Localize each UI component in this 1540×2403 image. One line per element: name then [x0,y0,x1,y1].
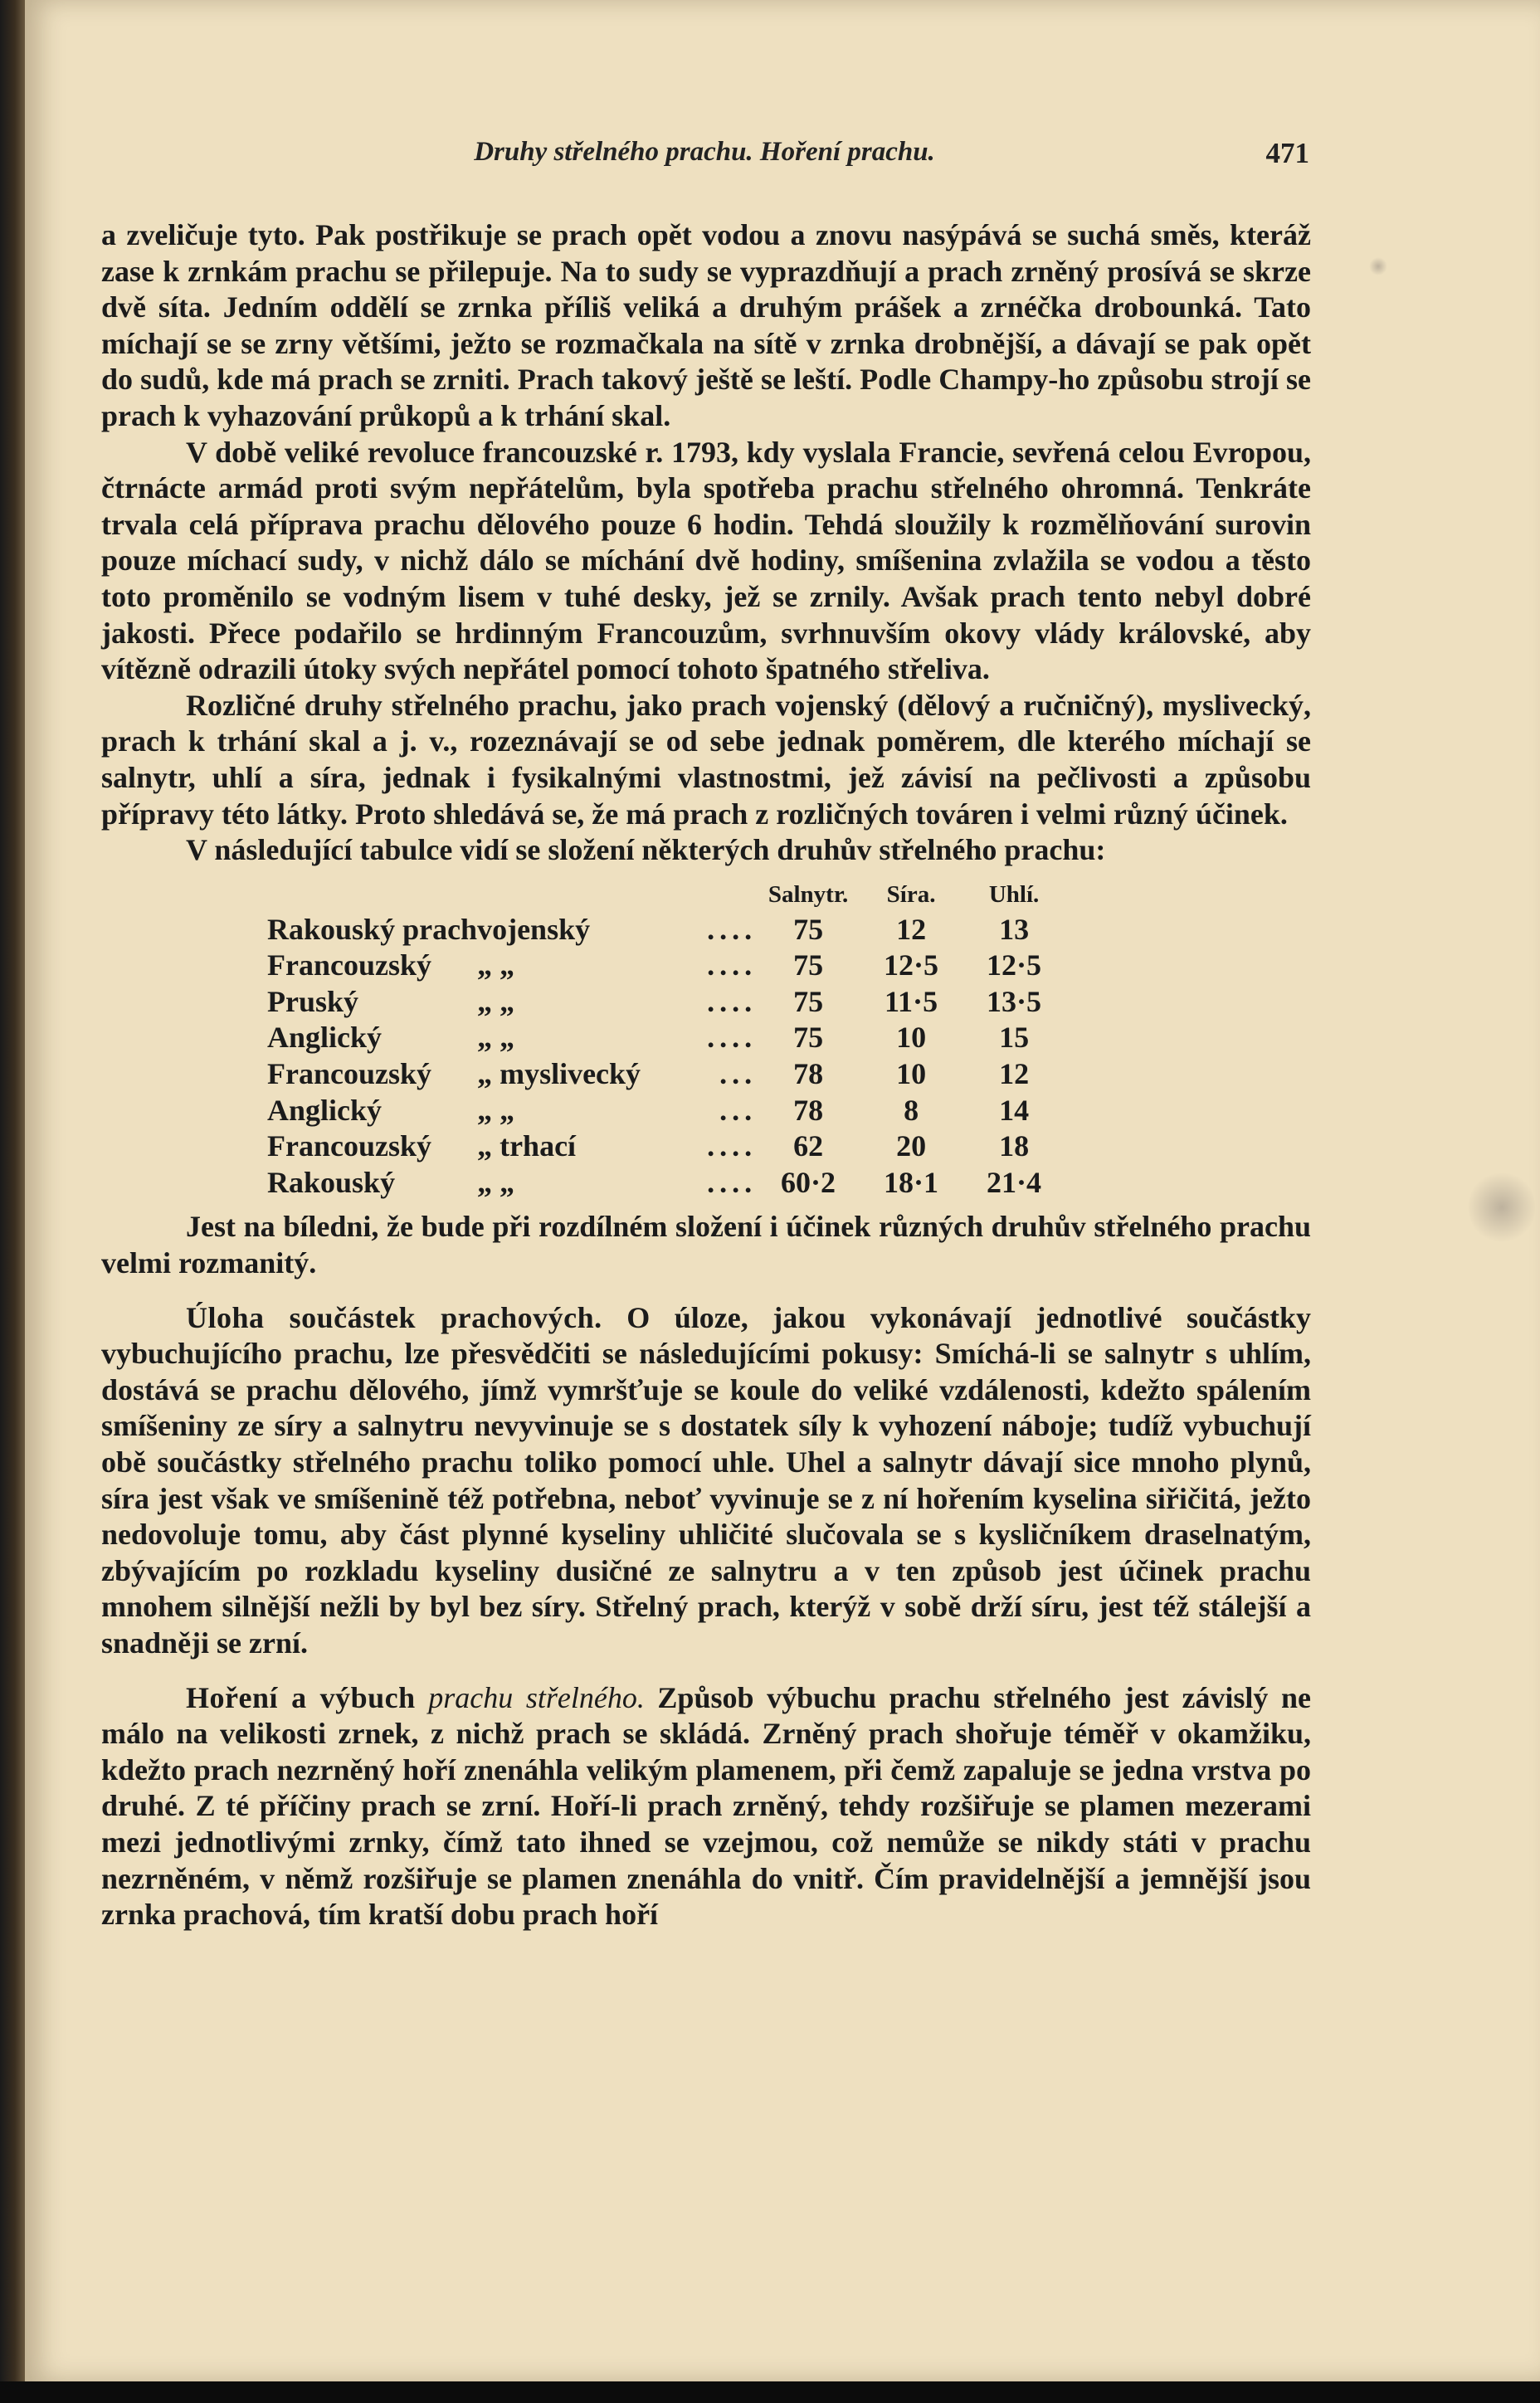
page-number: 471 [1265,137,1309,169]
cell-salnytr: 78 [793,1057,824,1091]
cell-powder-kind: „ „ [477,948,515,982]
cell-salnytr: 75 [793,948,824,982]
book-spine-shadow [0,0,25,2403]
cell-leader-dots: .... [707,1021,758,1055]
cell-powder-kind: vojenský [477,912,591,946]
cell-powder-name: Anglický [267,1021,383,1055]
cell-powder-kind: „ „ [477,1165,515,1199]
paragraph [101,1680,1311,1933]
cell-powder-kind: „ „ [477,984,515,1018]
section-runin-heading-italic: prachu střelného. [428,1680,645,1714]
cell-uhli: 18 [999,1129,1030,1163]
table-header-blank [267,880,757,912]
cell-powder-name: Pruský [267,984,359,1018]
running-title: Druhy střelného prachu. Hoření prachu. [474,137,935,167]
cell-uhli: 13 [999,912,1030,946]
cell-uhli: 12·5 [987,948,1042,982]
cell-sira: 18·1 [884,1165,939,1199]
column-header-salnytr: Salnytr. [768,880,849,908]
table-row [267,1020,1065,1056]
cell-uhli: 13·5 [987,984,1042,1018]
section-runin-heading: Hoření a výbuch [186,1680,416,1714]
cell-sira: 10 [896,1057,927,1091]
cell-sira: 12 [896,912,927,946]
table-row [267,948,1065,984]
page-header [100,137,1309,174]
cell-leader-dots: .... [707,948,758,982]
cell-powder-name: Rakouský prach [267,912,478,946]
cell-leader-dots: .... [707,1165,758,1199]
cell-sira: 12·5 [884,948,939,982]
cell-salnytr: 60·2 [781,1165,836,1199]
paragraph: a zveličuje tyto. Pak postřikuje se prach opět vodou a znovu nasýpává se suchá směs, kteráž zase k zrnkám prachu se přilepuje. Na to sudy se vyprazdňují a prach zrněný prosívá se skrze dvě síta. Jedním oddělí se zrnka příliš veliká a druhým prášek a zrnéčka drobounká. Tato míchají se se zrny většími, ježto se rozmačkala na sítě v zrnka drobnější, a dávají se pak opět do sudů, kde má prach se zrniti. Prach takový ještě se leští. Podle Champy-ho způsobu strojí se prach k vyhazování průkopů a k trhání skal. [101,218,1311,432]
cell-salnytr: 62 [793,1129,824,1163]
cell-sira: 11·5 [885,984,938,1018]
stain-mark [1469,1170,1535,1245]
cell-powder-name: Anglický [267,1093,383,1127]
table-row [267,1128,1065,1165]
cell-powder-kind: „ trhací [477,1129,577,1163]
table-row [267,1165,1065,1202]
paragraph: V následující tabulce vidí se složení některých druhův střelného prachu: [186,833,1106,867]
cell-salnytr: 75 [793,1021,824,1055]
column-header-uhli: Uhlí. [988,880,1040,908]
cell-sira: 10 [896,1021,927,1055]
table-row [267,1093,1065,1129]
cell-salnytr: 78 [793,1093,824,1127]
paragraph: Rozličné druhy střelného prachu, jako prach vojenský (dělový a ručničný), myslivecký, prach k trhání skal a j. v., rozeznávají se od sebe jednak poměrem, dle kterého míchají se salnytr, uhlí a síra, jednak i fysikalnými vlastnostmi, jež závisí na pečlivosti a způsobu přípravy této látky. Proto shledává se, že má prach z rozličných továren i velmi různý účinek. [101,688,1311,831]
table-header-row [267,880,1065,912]
cell-salnytr: 75 [793,912,824,946]
cell-uhli: 21·4 [987,1165,1042,1199]
cell-uhli: 12 [999,1057,1030,1091]
cell-powder-name: Rakouský [267,1165,396,1199]
table-row [267,912,1065,948]
paragraph: Jest na bíledni, že bude při rozdílném složení i účinek různých druhův střelného prachu velmi rozmanitý. [101,1210,1311,1280]
paragraph [101,1300,1311,1662]
cell-leader-dots: ... [719,1093,758,1127]
paragraph-text: O úloze, jakou vykonávají jednotlivé součástky vybuchujícího prachu, lze přesvědčiti se následujícími pokusy: Smíchá-li se salnytr s uhlím, dostává se prachu dělového, jímž vymršťuje se koule do veliké vzdálenosti, kdežto spálením smíšeniny ze síry a salnytru nevyvinuje se s dostatek síly k vyhození náboje; tudíž vybuchují obě součástky střelného prachu toliko pomocí uhle. Uhel a salnytr dávají sice mnoho plynů, síra jest však ve smíšenině též potřebna, neboť vyvinuje se z ní hořením kyselina siřičitá, ježto nedovoluje tomu, aby část plynné kyseliny uhličité slučovala se s kysličníkem draselnatým, zbývajícím po rozkladu kyseliny dusičné ze salnytru a v ten způsob jest účinek prachu mnohem silnější nežli by byl bez síry. Střelný prach, kterýž v sobě drží síru, jest též stálejší a snadněji se zrní. [101,1300,1312,1660]
paragraph: V době veliké revoluce francouzské r. 1793, kdy vyslala Francie, sevřená celou Evropou, čtrnácte armád proti svým nepřátelům, byla spotřeba prachu střelného ohromná. Tenkráte trvala celá příprava prachu dělového pouze 6 hodin. Tehdá sloužily k rozmělňování surovin pouze míchací sudy, v nichž dálo se míchání dvě hodiny, smíšenina zvlažila se vodou a těsto toto proměnilo se vodným lisem v tuhé desky, jež se zrnily. Avšak prach tento nebyl dobré jakosti. Přece podařilo se hrdinným Francouzům, svrhnuvším okovy vlády královské, aby vítězně odrazili útoky svých nepřátel pomocí tohoto špatného střeliva. [101,435,1311,686]
section-runin-heading: Úloha součástek prachových. [186,1300,602,1334]
cell-powder-kind: „ „ [477,1021,515,1055]
cell-sira: 20 [896,1129,927,1163]
cell-powder-name: Francouzský [267,1057,431,1091]
page-bottom-edge [0,2381,1540,2403]
composition-table [267,880,1065,1202]
cell-powder-kind: „ „ [477,1093,515,1127]
cell-leader-dots: ... [719,1057,758,1091]
stain-mark [1369,257,1387,275]
cell-uhli: 14 [999,1093,1030,1127]
cell-leader-dots: .... [707,912,758,946]
cell-leader-dots: .... [707,984,758,1018]
composition-table-wrapper [101,880,1311,1202]
cell-powder-name: Francouzský [267,948,431,982]
paragraph-text: Způsob výbuchu prachu střelného jest závislý ne málo na velikosti zrnek, z nichž prach se skládá. Zrněný prach shořuje téměř v okamžiku, kdežto prach nezrněný hoří znenáhla velikým plamenem, při čemž zapaluje se jedna vrstva po druhé. Z té příčiny prach se zrní. Hoří-li prach zrněný, tehdy rozšiřuje se plamen mezerami mezi jednotlivými zrnky, čímž tato ihned se vzejmou, což nemůže se nikdy státi v prachu nezrněném, v němž rozšiřuje se plamen znenáhla do vnitř. Čím pravidelnější a jemnější jsou zrnka prachová, tím kratší dobu prach hoří [101,1680,1312,1932]
cell-powder-kind: „ myslivecký [477,1057,641,1091]
table-row [267,1056,1065,1093]
body-text [101,217,1311,1933]
cell-uhli: 15 [999,1021,1030,1055]
cell-salnytr: 75 [793,984,824,1018]
cell-powder-name: Francouzský [267,1129,431,1163]
table-row [267,984,1065,1021]
column-header-sira: Síra. [886,880,936,908]
cell-sira: 8 [904,1093,919,1127]
cell-leader-dots: .... [707,1129,758,1163]
